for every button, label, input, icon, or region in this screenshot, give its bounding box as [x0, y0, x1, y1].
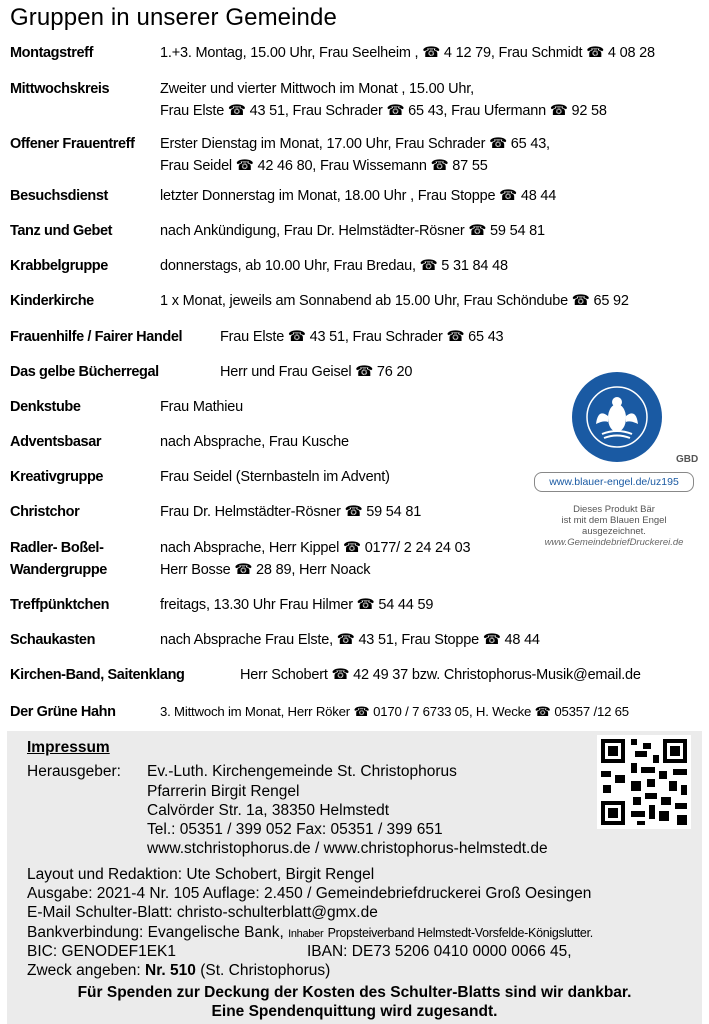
group-name-line: Offener Frauentreff: [10, 136, 135, 152]
group-details: [160, 537, 470, 581]
edition-info: Ausgabe: 2021-4 Nr. 105 Auflage: 2.450 / Gemeindebriefdruckerei Groß Oesingen: [27, 885, 592, 902]
group-name-line: Frauenhilfe / Fairer Handel: [10, 329, 183, 345]
group-detail-line: nach Absprache, Frau Kusche: [160, 434, 349, 450]
group-detail-line: Frau Elste ☎ 43 51, Frau Schrader ☎ 65 43: [220, 329, 504, 345]
badge-gbd: GBD: [676, 454, 699, 465]
group-details: [220, 361, 412, 383]
layout-editors: Layout und Redaktion: Ute Schobert, Birgit Rengel: [27, 866, 375, 883]
iban: IBAN: DE73 5206 0410 0000 0066 45,: [307, 943, 572, 960]
group-details: [160, 466, 390, 488]
group-details: [160, 396, 243, 418]
donation-receipt-note: Eine Spendenquittung wird zugesandt.: [211, 1003, 498, 1020]
group-name: [10, 290, 94, 312]
group-name: [10, 501, 79, 523]
impressum-box: [7, 731, 702, 1024]
group-detail-line: Erster Dienstag im Monat, 17.00 Uhr, Frau Schrader ☎ 65 43,: [160, 136, 550, 152]
group-details: [160, 501, 421, 523]
publisher-line: Tel.: 05351 / 399 052 Fax: 05351 / 399 651: [147, 821, 443, 838]
group-name: [10, 466, 103, 488]
group-details: [160, 290, 629, 312]
group-name-line: Krabbelgruppe: [10, 258, 108, 274]
donation-purpose: [27, 961, 330, 981]
group-name: [10, 326, 182, 348]
group-detail-line: Frau Dr. Helmstädter-Rösner ☎ 59 54 81: [160, 504, 422, 520]
badge-note-line: ist mit dem Blauen Engel: [561, 515, 667, 526]
group-row: [10, 220, 700, 242]
group-row: [10, 594, 700, 616]
group-row: [10, 78, 700, 122]
group-row: [10, 133, 700, 177]
group-row: [10, 255, 700, 277]
donation-thanks: Für Spenden zur Deckung der Kosten des Schulter-Blatts sind wir dankbar.: [77, 984, 632, 1001]
badge-shop-url: www.GemeindebriefDruckerei.de: [544, 537, 684, 548]
group-row: [10, 185, 700, 207]
group-detail-line: 1.+3. Montag, 15.00 Uhr, Frau Seelheim , ☎ 4 12 79, Frau Schmidt ☎ 4 08 28: [160, 45, 655, 61]
group-detail-line: 1 x Monat, jeweils am Sonnabend ab 15.00 Uhr, Frau Schöndube ☎ 65 92: [160, 293, 629, 309]
group-details: [160, 629, 540, 651]
group-name-line: Das gelbe Bücherregal: [10, 364, 159, 380]
bank-owner: Propsteiverband Helmstedt-Vorsfelde-Königslutter.: [327, 926, 593, 940]
group-name: [10, 701, 116, 723]
group-detail-line: Herr und Frau Geisel ☎ 76 20: [220, 364, 413, 380]
blauer-engel-icon: [572, 372, 662, 462]
group-details: [160, 594, 433, 616]
group-detail-line: Frau Seidel (Sternbasteln im Advent): [160, 469, 390, 485]
bank-prefix: Bankverbindung: Evangelische Bank,: [27, 924, 284, 941]
group-row: [10, 290, 700, 312]
blauer-engel-logo: [572, 372, 662, 462]
purpose-prefix: Zweck angeben:: [27, 962, 146, 979]
group-name-line: Besuchsdienst: [10, 188, 108, 204]
publisher-line: Ev.-Luth. Kirchengemeinde St. Christophorus: [147, 763, 457, 780]
page-title: Gruppen in unserer Gemeinde: [10, 4, 337, 31]
group-name: [10, 255, 108, 277]
group-detail-line: letzter Donnerstag im Monat, 18.00 Uhr , Frau Stoppe ☎ 48 44: [160, 188, 557, 204]
group-detail-line: nach Absprache, Herr Kippel ☎ 0177/ 2 24 24 03: [160, 540, 471, 556]
email-address[interactable]: E-Mail Schulter-Blatt: christo-schulterblatt@gmx.de: [27, 904, 378, 921]
group-detail-line: nach Ankündigung, Frau Dr. Helmstädter-Rösner ☎ 59 54 81: [160, 223, 545, 239]
group-detail-line: Zweiter und vierter Mittwoch im Monat , 15.00 Uhr,: [160, 81, 474, 97]
group-row: [10, 664, 700, 686]
website-links[interactable]: www.stchristophorus.de / www.christophorus-helmstedt.de: [147, 840, 548, 857]
group-name-line: Montagstreff: [10, 45, 94, 61]
group-name-line: Treffpünktchen: [10, 597, 110, 613]
group-name-line: Kinderkirche: [10, 293, 94, 309]
group-name: [10, 537, 107, 581]
group-name-line: Christchor: [10, 504, 80, 520]
group-name: [10, 220, 112, 242]
blauer-engel-badge: [526, 370, 706, 570]
group-name-line: Adventsbasar: [10, 434, 102, 450]
group-name-line: Radler- Boßel-: [10, 540, 104, 556]
badge-note-line: ausgezeichnet.: [582, 526, 646, 537]
badge-url: www.blauer-engel.de/uz195: [534, 472, 694, 492]
group-row: [10, 629, 700, 651]
group-name: [10, 594, 109, 616]
purpose-suffix: (St. Christophorus): [195, 962, 331, 979]
group-details: [220, 326, 503, 348]
bank-owner-label: Inhaber: [288, 928, 324, 940]
publisher-label: Herausgeber:: [27, 763, 121, 780]
bic: BIC: GENODEF1EK1: [27, 943, 177, 960]
group-details: [160, 431, 349, 453]
group-details: [160, 220, 545, 242]
group-detail-line: 3. Mittwoch im Monat, Herr Röker ☎ 0170 / 7 6733 05, H. Wecke ☎ 05357 /12 65: [160, 704, 629, 719]
group-row: [10, 326, 700, 348]
group-detail-line: Herr Bosse ☎ 28 89, Herr Noack: [160, 562, 371, 578]
group-row: [10, 701, 700, 723]
group-details: [240, 664, 641, 686]
group-details: [160, 255, 508, 277]
group-name-line: Kirchen-Band, Saitenklang: [10, 667, 185, 683]
group-detail-line: freitags, 13.30 Uhr Frau Hilmer ☎ 54 44 59: [160, 597, 434, 613]
group-name-line: Wandergruppe: [10, 562, 107, 578]
group-detail-line: Herr Schobert ☎ 42 49 37 bzw. Christophorus-Musik@email.de: [240, 667, 641, 683]
group-detail-line: Frau Elste ☎ 43 51, Frau Schrader ☎ 65 43, Frau Ufermann ☎ 92 58: [160, 103, 607, 119]
group-detail-line: Frau Mathieu: [160, 399, 244, 415]
publisher-line: Calvörder Str. 1a, 38350 Helmstedt: [147, 802, 390, 819]
group-details: [160, 701, 629, 723]
purpose-number: Nr. 510: [145, 962, 196, 979]
group-name-line: Mittwochskreis: [10, 81, 110, 97]
group-name: [10, 629, 95, 651]
group-name: [10, 664, 185, 686]
group-name: [10, 78, 109, 100]
group-name-line: Tanz und Gebet: [10, 223, 113, 239]
group-name: [10, 133, 135, 155]
group-detail-line: Frau Seidel ☎ 42 46 80, Frau Wissemann ☎ 87 55: [160, 158, 488, 174]
impressum-heading: Impressum: [27, 739, 110, 756]
group-detail-line: nach Absprache Frau Elste, ☎ 43 51, Frau Stoppe ☎ 48 44: [160, 632, 540, 648]
group-detail-line: donnerstags, ab 10.00 Uhr, Frau Bredau, ☎ 5 31 84 48: [160, 258, 508, 274]
group-details: [160, 133, 550, 177]
group-name: [10, 361, 159, 383]
group-name: [10, 396, 81, 418]
badge-note: [534, 504, 694, 548]
group-name-line: Denkstube: [10, 399, 81, 415]
group-details: [160, 78, 607, 122]
qr-code-icon: [597, 735, 691, 829]
group-name-line: Schaukasten: [10, 632, 96, 648]
group-details: [160, 42, 655, 64]
badge-note-line: Dieses Produkt Bär: [573, 504, 655, 515]
group-details: [160, 185, 556, 207]
group-row: [10, 42, 700, 64]
group-name: [10, 42, 93, 64]
group-name: [10, 431, 101, 453]
group-name: [10, 185, 108, 207]
publisher-line: Pfarrerin Birgit Rengel: [147, 783, 300, 800]
qr-code[interactable]: [597, 735, 691, 829]
group-name-line: Kreativgruppe: [10, 469, 104, 485]
bank-connection: [27, 923, 593, 944]
group-name-line: Der Grüne Hahn: [10, 704, 116, 720]
